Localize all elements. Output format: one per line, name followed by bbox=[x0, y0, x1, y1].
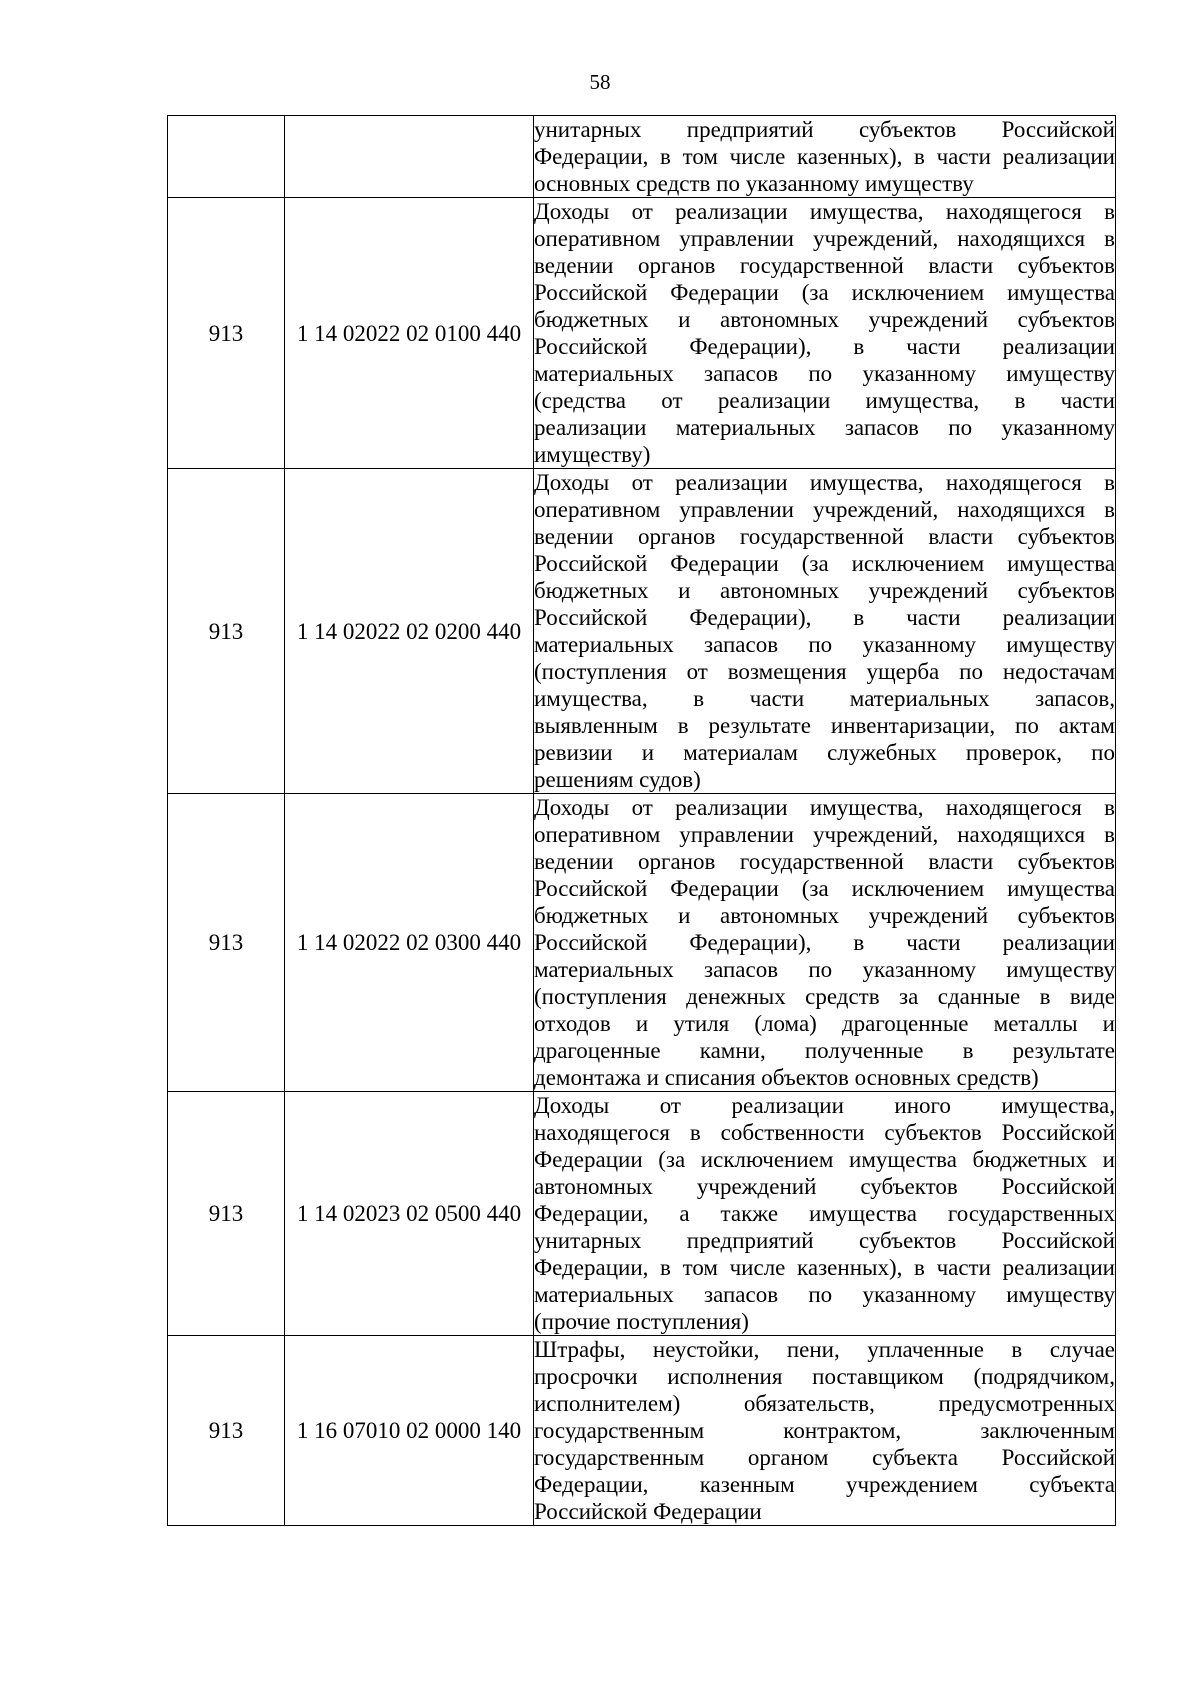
description-line: материальных запасов по указанному имуществу bbox=[534, 1282, 1115, 1307]
description-line: выявленным в результате инвентаризации, по актам bbox=[534, 713, 1115, 738]
table-row bbox=[168, 1092, 1116, 1336]
description-line: Доходы от реализации имущества, находящегося в bbox=[534, 470, 1115, 495]
description-line: Федерации, а также имущества государственных bbox=[534, 1201, 1115, 1226]
description-line: находящегося в собственности субъектов Российской bbox=[534, 1120, 1115, 1145]
description-line: Российской Федерации (за исключением имущества bbox=[534, 876, 1115, 901]
description-line: Российской Федерации), в части реализации bbox=[534, 334, 1115, 359]
revenue-codes-table bbox=[167, 115, 1116, 1526]
description-line: Российской Федерации (за исключением имущества bbox=[534, 280, 1115, 305]
description-line: государственным органом субъекта Российской bbox=[534, 1445, 1115, 1470]
admin-code-cell: 913 bbox=[168, 1336, 285, 1526]
description-line: материальных запасов по указанному имуществу bbox=[534, 957, 1115, 982]
description-cell bbox=[534, 116, 1116, 198]
admin-code-cell: 913 bbox=[168, 1092, 285, 1336]
table-row bbox=[168, 198, 1116, 469]
description-line: (поступления от возмещения ущерба по недостачам bbox=[534, 659, 1115, 684]
description-line: Российской Федерации (за исключением имущества bbox=[534, 551, 1115, 576]
description-line: исполнителем) обязательств, предусмотренных bbox=[534, 1391, 1115, 1416]
revenue-code-cell: 1 14 02022 02 0300 440 bbox=[285, 794, 534, 1092]
description-line: решениям судов) bbox=[534, 767, 701, 792]
description-line: ведении органов государственной власти субъектов bbox=[534, 849, 1115, 874]
description-line: (поступления денежных средств за сданные в виде bbox=[534, 984, 1115, 1009]
description-line: ведении органов государственной власти субъектов bbox=[534, 524, 1115, 549]
description-line: Российской Федерации bbox=[534, 1499, 762, 1524]
description-cell bbox=[534, 1092, 1116, 1336]
description-line: имуществу) bbox=[534, 442, 651, 467]
description-line: Доходы от реализации имущества, находящегося в bbox=[534, 199, 1115, 224]
description-line: бюджетных и автономных учреждений субъектов bbox=[534, 307, 1115, 332]
description-line: Федерации, в том числе казенных), в части реализации bbox=[534, 144, 1115, 169]
description-line: Доходы от реализации иного имущества, bbox=[534, 1093, 1115, 1118]
table-row bbox=[168, 794, 1116, 1092]
description-line: Российской Федерации), в части реализации bbox=[534, 930, 1115, 955]
description-line: Штрафы, неустойки, пени, уплаченные в случае bbox=[534, 1337, 1115, 1362]
description-line: драгоценные камни, полученные в результате bbox=[534, 1038, 1115, 1063]
description-cell bbox=[534, 794, 1116, 1092]
table-body bbox=[168, 116, 1116, 1526]
revenue-code-cell bbox=[285, 116, 534, 198]
description-line: реализации материальных запасов по указанному bbox=[534, 415, 1115, 440]
description-line: автономных учреждений субъектов Российской bbox=[534, 1174, 1115, 1199]
table-row bbox=[168, 1336, 1116, 1526]
admin-code-cell: 913 bbox=[168, 469, 285, 794]
table-row bbox=[168, 116, 1116, 198]
description-line: Федерации, казенным учреждением субъекта bbox=[534, 1472, 1115, 1497]
description-line: бюджетных и автономных учреждений субъектов bbox=[534, 903, 1115, 928]
admin-code-cell bbox=[168, 116, 285, 198]
description-line: материальных запасов по указанному имуществу bbox=[534, 632, 1115, 657]
description-line: Доходы от реализации имущества, находящегося в bbox=[534, 795, 1115, 820]
description-cell bbox=[534, 469, 1116, 794]
description-line: отходов и утиля (лома) драгоценные металлы и bbox=[534, 1011, 1115, 1036]
description-line: бюджетных и автономных учреждений субъектов bbox=[534, 578, 1115, 603]
description-line: основных средств по указанному имуществу bbox=[534, 171, 974, 196]
description-cell bbox=[534, 1336, 1116, 1526]
admin-code-cell: 913 bbox=[168, 794, 285, 1092]
description-line: Российской Федерации), в части реализации bbox=[534, 605, 1115, 630]
revenue-code-cell: 1 16 07010 02 0000 140 bbox=[285, 1336, 534, 1526]
description-cell bbox=[534, 198, 1116, 469]
revenue-code-cell: 1 14 02023 02 0500 440 bbox=[285, 1092, 534, 1336]
description-line: оперативном управлении учреждений, находящихся в bbox=[534, 497, 1115, 522]
admin-code-cell: 913 bbox=[168, 198, 285, 469]
description-line: (прочие поступления) bbox=[534, 1309, 749, 1334]
description-line: Федерации (за исключением имущества бюджетных и bbox=[534, 1147, 1115, 1172]
description-line: имущества, в части материальных запасов, bbox=[534, 686, 1115, 711]
description-line: ревизии и материалам служебных проверок, по bbox=[534, 740, 1115, 765]
description-line: оперативном управлении учреждений, находящихся в bbox=[534, 822, 1115, 847]
description-line: оперативном управлении учреждений, находящихся в bbox=[534, 226, 1115, 251]
description-line: Федерации, в том числе казенных), в части реализации bbox=[534, 1255, 1115, 1280]
description-line: унитарных предприятий субъектов Российской bbox=[534, 117, 1115, 142]
revenue-code-cell: 1 14 02022 02 0100 440 bbox=[285, 198, 534, 469]
revenue-code-cell: 1 14 02022 02 0200 440 bbox=[285, 469, 534, 794]
page-number: 58 bbox=[589, 70, 611, 94]
description-line: (средства от реализации имущества, в части bbox=[534, 388, 1115, 413]
description-line: материальных запасов по указанному имуществу bbox=[534, 361, 1115, 386]
description-line: унитарных предприятий субъектов Российской bbox=[534, 1228, 1115, 1253]
description-line: ведении органов государственной власти субъектов bbox=[534, 253, 1115, 278]
table-row bbox=[168, 469, 1116, 794]
description-line: просрочки исполнения поставщиком (подрядчиком, bbox=[534, 1364, 1115, 1389]
description-line: демонтажа и списания объектов основных средств) bbox=[534, 1065, 1039, 1090]
description-line: государственным контрактом, заключенным bbox=[534, 1418, 1115, 1443]
